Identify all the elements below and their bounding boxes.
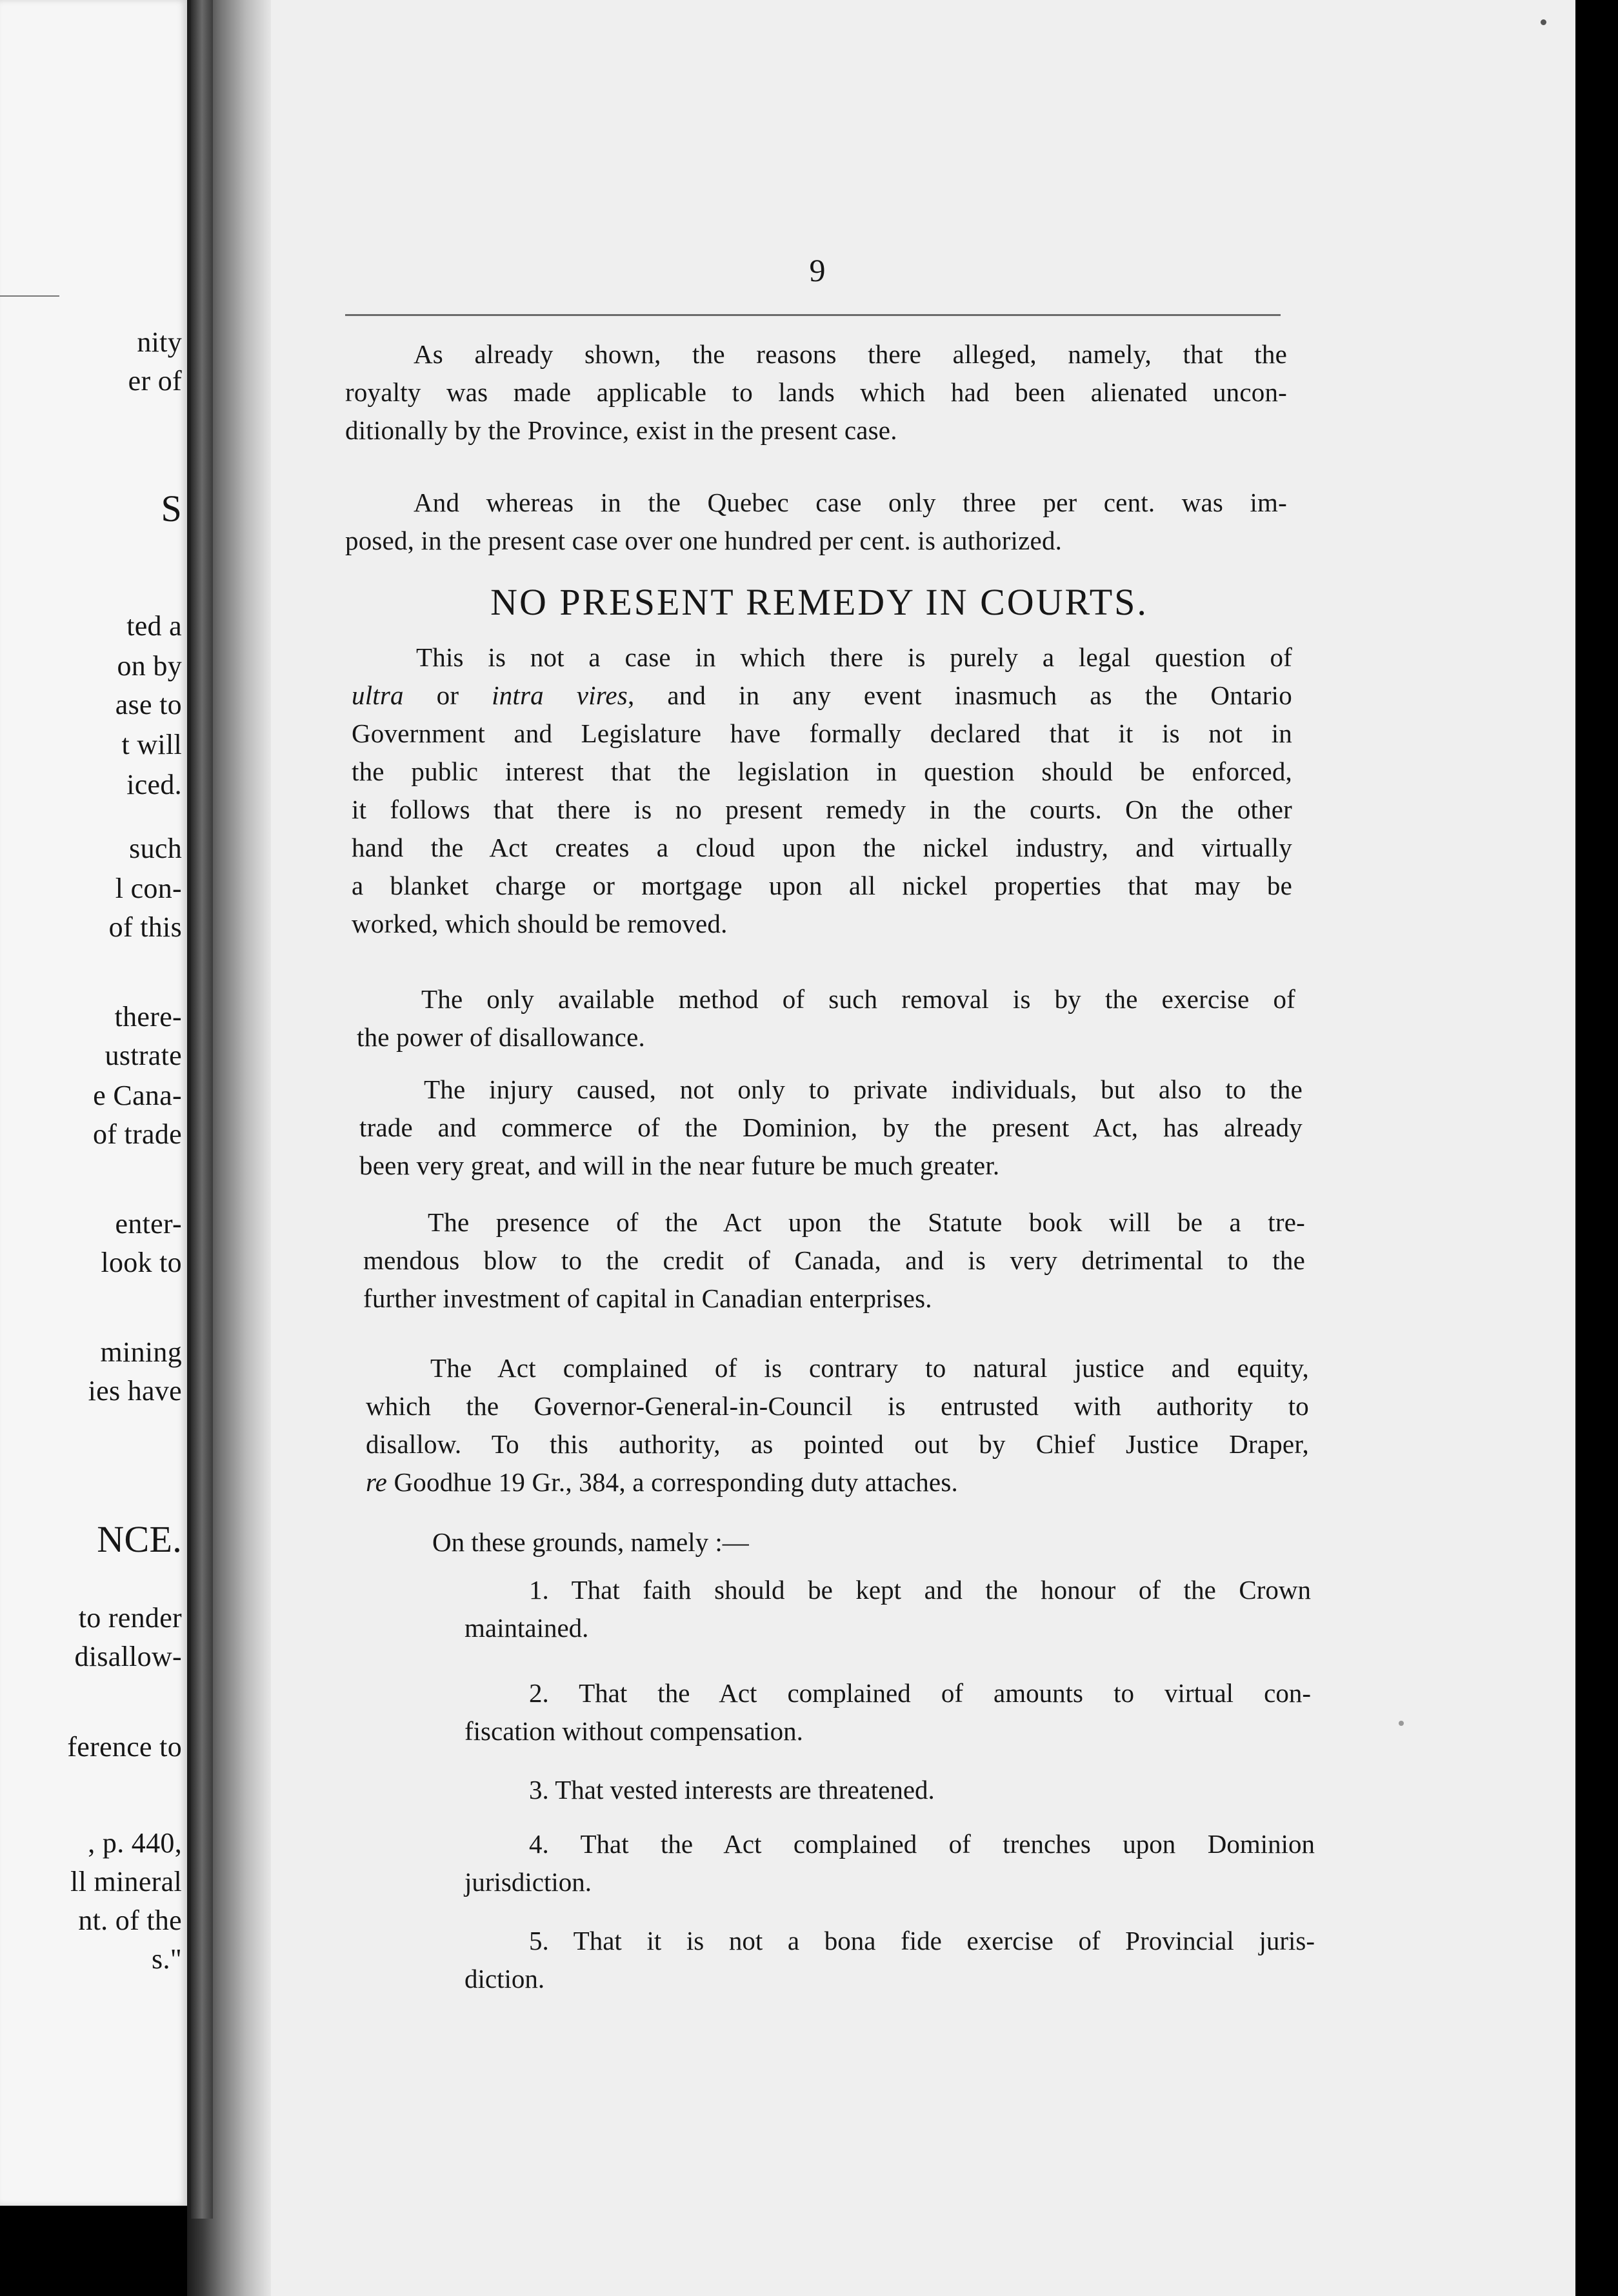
- text-line: ditionally by the Province, exist in the present case.: [345, 415, 897, 445]
- facing-page-line: to render: [78, 1602, 182, 1634]
- text-line: disallow. To this authority, as pointed out by Chief Justice Draper,: [366, 1429, 1309, 1459]
- grounds-intro: On these grounds, namely :—: [432, 1527, 749, 1557]
- text-line: The injury caused, not only to private individuals, but also to the: [424, 1074, 1303, 1104]
- paragraph-6: [363, 1203, 1305, 1318]
- facing-page-line: ted a: [126, 610, 182, 642]
- paragraph-3: [352, 638, 1292, 943]
- facing-page-fragment: [0, 0, 187, 2206]
- facing-page-line: l con-: [115, 873, 182, 904]
- text-line: The presence of the Act upon the Statute book will be a tre-: [428, 1207, 1305, 1237]
- facing-page-line: er of: [128, 365, 182, 397]
- paragraph-7: [366, 1349, 1309, 1501]
- facing-page-line: e Cana-: [93, 1080, 182, 1111]
- text-line: As already shown, the reasons there alleged, namely, that the: [414, 339, 1287, 369]
- text-line: This is not a case in which there is purely a legal question of: [416, 642, 1292, 672]
- text-line: been very great, and will in the near future be much greater.: [359, 1151, 1000, 1180]
- ground-item-2: 2. That the Act complained of amounts to virtual con- fiscation without compensation.: [464, 1678, 1311, 1746]
- text-line: Government and Legislature have formally declared that it is not in: [352, 718, 1292, 748]
- text-line: And whereas in the Quebec case only three per cent. was im-: [414, 488, 1287, 517]
- facing-page-line: ference to: [67, 1731, 182, 1763]
- text-line: posed, in the present case over one hundred per cent. is authorized.: [345, 526, 1063, 555]
- text-line: mendous blow to the credit of Canada, and is very detrimental to the: [363, 1245, 1305, 1275]
- italic-term: ultra: [352, 680, 404, 710]
- italic-term: intra vires: [492, 680, 628, 710]
- ground-item-1: 1. That faith should be kept and the honour of the Crown maintained.: [464, 1575, 1311, 1643]
- facing-page-line: such: [129, 833, 182, 864]
- page-edge: [1575, 0, 1618, 2296]
- facing-page-line: iced.: [126, 769, 182, 800]
- print-speck: [1541, 19, 1546, 25]
- facing-page-line: nity: [137, 326, 182, 358]
- paragraph-2: [345, 484, 1287, 560]
- text-line: a blanket charge or mortgage upon all nickel properties that may be: [352, 871, 1292, 900]
- facing-page-line: s.": [152, 1943, 182, 1975]
- facing-page-line: of trade: [93, 1118, 182, 1150]
- facing-page-line: ustrate: [105, 1040, 182, 1071]
- facing-page-line: ll mineral: [70, 1866, 182, 1897]
- text-line: it follows that there is no present remedy in the courts. On the other: [352, 795, 1292, 824]
- print-speck: [1399, 1721, 1404, 1726]
- facing-page-line: there-: [114, 1001, 182, 1033]
- text-line: the public interest that the legislation in question should be enforced,: [352, 757, 1292, 786]
- facing-page-line: nt. of the: [78, 1905, 182, 1936]
- text-line: trade and commerce of the Dominion, by the present Act, has already: [359, 1113, 1303, 1142]
- ground-item-5: 5. That it is not a bona fide exercise of Provincial juris- diction.: [464, 1926, 1315, 1994]
- text-line: further investment of capital in Canadian enterprises.: [363, 1283, 932, 1313]
- text-line: ultra or intra vires, and in any event inasmuch as the Ontario: [352, 680, 1292, 710]
- section-heading: NO PRESENT REMEDY IN COURTS.: [490, 581, 1148, 623]
- text-line: which the Governor-General-in-Council is entrusted with authority to: [366, 1391, 1309, 1421]
- facing-page-line: mining: [100, 1336, 182, 1368]
- text-line: the power of disallowance.: [357, 1022, 645, 1052]
- header-rule: [345, 314, 1281, 316]
- facing-page-line: , p. 440,: [88, 1827, 182, 1859]
- italic-term: re: [366, 1467, 388, 1497]
- ground-item-4: 4. That the Act complained of trenches upon Dominion jurisdiction.: [464, 1829, 1315, 1897]
- page-number: 9: [809, 252, 826, 288]
- facing-page-line: ies have: [88, 1375, 182, 1407]
- facing-page-line: disallow-: [74, 1641, 182, 1672]
- paragraph-1: [345, 335, 1287, 450]
- facing-page-line: NCE.: [97, 1518, 182, 1560]
- facing-page-line: S: [161, 488, 182, 529]
- facing-page-line: on by: [117, 650, 182, 682]
- text-line: re Goodhue 19 Gr., 384, a corresponding duty attaches.: [366, 1467, 958, 1497]
- text-line: royalty was made applicable to lands which had been alienated uncon-: [345, 377, 1287, 407]
- ground-item-3: 3. That vested interests are threatened.: [529, 1775, 935, 1805]
- paragraph-5: [359, 1071, 1303, 1185]
- facing-page-line: of this: [108, 911, 182, 943]
- facing-page-rule: [0, 295, 59, 297]
- facing-page-line: ase to: [115, 689, 182, 720]
- paragraph-4: [357, 980, 1295, 1056]
- text-line: The only available method of such removal is by the exercise of: [421, 984, 1295, 1014]
- book-spine: [191, 0, 213, 2219]
- text-line: hand the Act creates a cloud upon the nickel industry, and virtually: [352, 833, 1292, 862]
- facing-page-line: t will: [121, 729, 182, 760]
- facing-page-line: look to: [101, 1247, 182, 1278]
- text-line: worked, which should be removed.: [352, 909, 728, 938]
- text-line: The Act complained of is contrary to natural justice and equity,: [430, 1353, 1309, 1383]
- facing-page-line: enter-: [115, 1208, 182, 1240]
